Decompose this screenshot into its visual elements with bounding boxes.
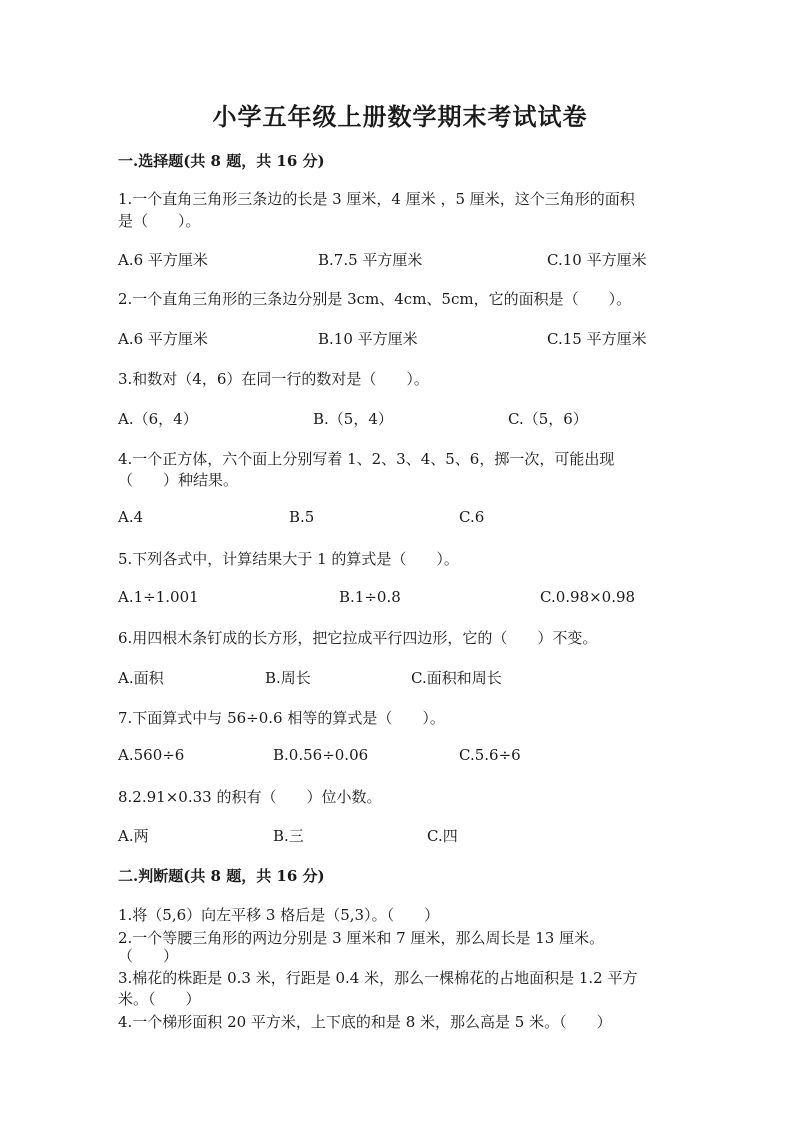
judgement-2-line-1: 2.一个等腰三角形的两边分别是 3 厘米和 7 厘米，那么周长是 13 厘米。 — [118, 929, 605, 947]
question-8-option-b[interactable]: B.三 — [273, 827, 304, 845]
question-5-line-1: 5.下列各式中，计算结果大于 1 的算式是（ ）。 — [118, 550, 459, 568]
question-4-line-1: 4.一个正方体，六个面上分别写着 1、2、3、4、5、6，掷一次，可能出现 — [118, 450, 615, 468]
question-5-option-a[interactable]: A.1÷1.001 — [118, 588, 199, 606]
question-6-option-b[interactable]: B.周长 — [265, 669, 311, 687]
page-title: 小学五年级上册数学期末考试试卷 — [212, 102, 588, 131]
judgement-4-line-1: 4.一个梯形面积 20 平方米，上下底的和是 8 米，那么高是 5 米。（ ） — [118, 1013, 612, 1031]
section-heading-judgement: 二.判断题(共 8 题，共 16 分) — [118, 867, 325, 885]
question-5-option-c[interactable]: C.0.98×0.98 — [540, 588, 636, 606]
judgement-2-line-2: （ ） — [118, 947, 179, 965]
question-1-line-1: 1.一个直角三角形三条边的长是 3 厘米，4 厘米 ，5 厘米，这个三角形的面积 — [118, 190, 635, 208]
question-5-option-b[interactable]: B.1÷0.8 — [339, 588, 401, 606]
question-4-option-b[interactable]: B.5 — [289, 508, 315, 526]
question-8-option-c[interactable]: C.四 — [427, 827, 458, 845]
question-8-option-a[interactable]: A.两 — [118, 827, 149, 845]
question-2-line-1: 2.一个直角三角形的三条边分别是 3cm、4cm、5cm，它的面积是（ ）。 — [118, 290, 632, 308]
judgement-3-line-2: 米。（ ） — [118, 990, 201, 1008]
question-1-option-a[interactable]: A.6 平方厘米 — [118, 251, 208, 269]
question-7-option-c[interactable]: C.5.6÷6 — [459, 746, 521, 764]
judgement-1-line-1: 1.将（5,6）向左平移 3 格后是（5,3）。（ ） — [118, 906, 440, 924]
question-7-line-1: 7.下面算式中与 56÷0.6 相等的算式是（ ）。 — [118, 709, 445, 727]
question-2-option-b[interactable]: B.10 平方厘米 — [318, 330, 418, 348]
question-1-option-b[interactable]: B.7.5 平方厘米 — [318, 251, 423, 269]
question-4-option-c[interactable]: C.6 — [459, 508, 485, 526]
question-1-line-2: 是（ ）。 — [118, 212, 201, 230]
question-2-option-a[interactable]: A.6 平方厘米 — [118, 330, 208, 348]
question-4-line-2: （ ）种结果。 — [118, 471, 239, 489]
judgement-3-line-1: 3.棉花的株距是 0.3 米，行距是 0.4 米，那么一棵棉花的占地面积是 1.2 平方 — [118, 969, 638, 987]
question-6-option-a[interactable]: A.面积 — [118, 669, 164, 687]
question-7-option-b[interactable]: B.0.56÷0.06 — [273, 746, 369, 764]
question-3-line-1: 3.和数对（4，6）在同一行的数对是（ ）。 — [118, 370, 429, 388]
question-3-option-b[interactable]: B.（5，4） — [313, 410, 393, 428]
question-6-option-c[interactable]: C.面积和周长 — [411, 669, 502, 687]
question-2-option-c[interactable]: C.15 平方厘米 — [547, 330, 647, 348]
question-4-option-a[interactable]: A.4 — [118, 508, 144, 526]
section-heading-choice: 一.选择题(共 8 题，共 16 分) — [118, 152, 325, 170]
question-8-line-1: 8.2.91×0.33 的积有（ ）位小数。 — [118, 788, 382, 806]
question-3-option-c[interactable]: C.（5，6） — [508, 410, 588, 428]
question-7-option-a[interactable]: A.560÷6 — [118, 746, 185, 764]
question-6-line-1: 6.用四根木条钉成的长方形，把它拉成平行四边形，它的（ ）不变。 — [118, 629, 598, 647]
question-1-option-c[interactable]: C.10 平方厘米 — [547, 251, 647, 269]
question-3-option-a[interactable]: A.（6，4） — [118, 410, 198, 428]
